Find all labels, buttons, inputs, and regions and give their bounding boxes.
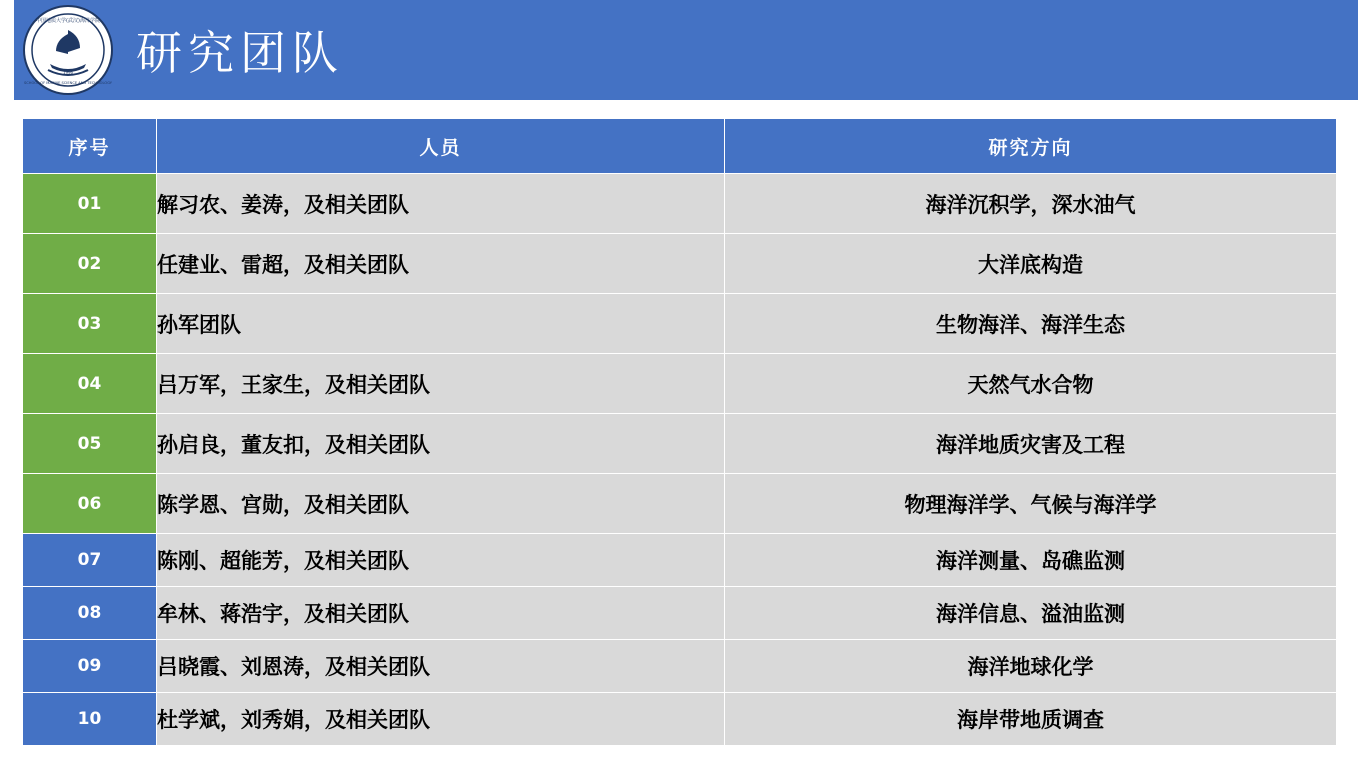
row-index: 05 xyxy=(23,414,157,474)
table-row xyxy=(23,174,1337,234)
row-direction: 天然气水合物 xyxy=(725,354,1337,414)
table-row xyxy=(23,294,1337,354)
page-title: 研究团队 xyxy=(136,26,344,80)
column-header-direction: 研究方向 xyxy=(725,119,1337,174)
table-row xyxy=(23,693,1337,746)
row-index: 02 xyxy=(23,234,157,294)
row-index: 08 xyxy=(23,587,157,640)
row-index: 10 xyxy=(23,693,157,746)
table-header-row xyxy=(23,119,1337,174)
row-direction: 海洋地质灾害及工程 xyxy=(725,414,1337,474)
svg-text:1996: 1996 xyxy=(62,70,74,75)
row-people: 陈学恩、宫勋，及相关团队 xyxy=(157,474,725,534)
row-people: 孙军团队 xyxy=(157,294,725,354)
row-index: 03 xyxy=(23,294,157,354)
table-row xyxy=(23,640,1337,693)
row-index: 06 xyxy=(23,474,157,534)
table-row xyxy=(23,534,1337,587)
row-people: 任建业、雷超，及相关团队 xyxy=(157,234,725,294)
table-row xyxy=(23,354,1337,414)
row-direction: 海洋测量、岛礁监测 xyxy=(725,534,1337,587)
column-header-people: 人员 xyxy=(157,119,725,174)
row-direction: 海洋信息、溢油监测 xyxy=(725,587,1337,640)
research-teams-table xyxy=(22,118,1337,746)
row-direction: 生物海洋、海洋生态 xyxy=(725,294,1337,354)
table-row xyxy=(23,587,1337,640)
row-people: 吕万军，王家生，及相关团队 xyxy=(157,354,725,414)
svg-text:中国地质大学(武汉)海洋学院: 中国地质大学(武汉)海洋学院 xyxy=(36,18,100,24)
row-people: 杜学斌，刘秀娟，及相关团队 xyxy=(157,693,725,746)
row-people: 牟林、蒋浩宇，及相关团队 xyxy=(157,587,725,640)
row-direction: 海洋地球化学 xyxy=(725,640,1337,693)
row-people: 陈刚、超能芳，及相关团队 xyxy=(157,534,725,587)
row-index: 04 xyxy=(23,354,157,414)
table-row xyxy=(23,474,1337,534)
row-people: 孙启良，董友扣，及相关团队 xyxy=(157,414,725,474)
row-index: 01 xyxy=(23,174,157,234)
column-header-no: 序号 xyxy=(23,119,157,174)
row-direction: 物理海洋学、气候与海洋学 xyxy=(725,474,1337,534)
university-emblem-icon xyxy=(22,4,114,96)
row-direction: 海岸带地质调查 xyxy=(725,693,1337,746)
row-people: 吕晓霞、刘恩涛，及相关团队 xyxy=(157,640,725,693)
table-row xyxy=(23,234,1337,294)
row-index: 09 xyxy=(23,640,157,693)
row-index: 07 xyxy=(23,534,157,587)
table-row xyxy=(23,414,1337,474)
row-people: 解习农、姜涛，及相关团队 xyxy=(157,174,725,234)
slide-header xyxy=(14,0,1358,100)
row-direction: 海洋沉积学，深水油气 xyxy=(725,174,1337,234)
row-direction: 大洋底构造 xyxy=(725,234,1337,294)
svg-text:SCHOOL OF MARINE SCIENCE AND T: SCHOOL OF MARINE SCIENCE AND TECHNOLOGY xyxy=(23,81,113,85)
